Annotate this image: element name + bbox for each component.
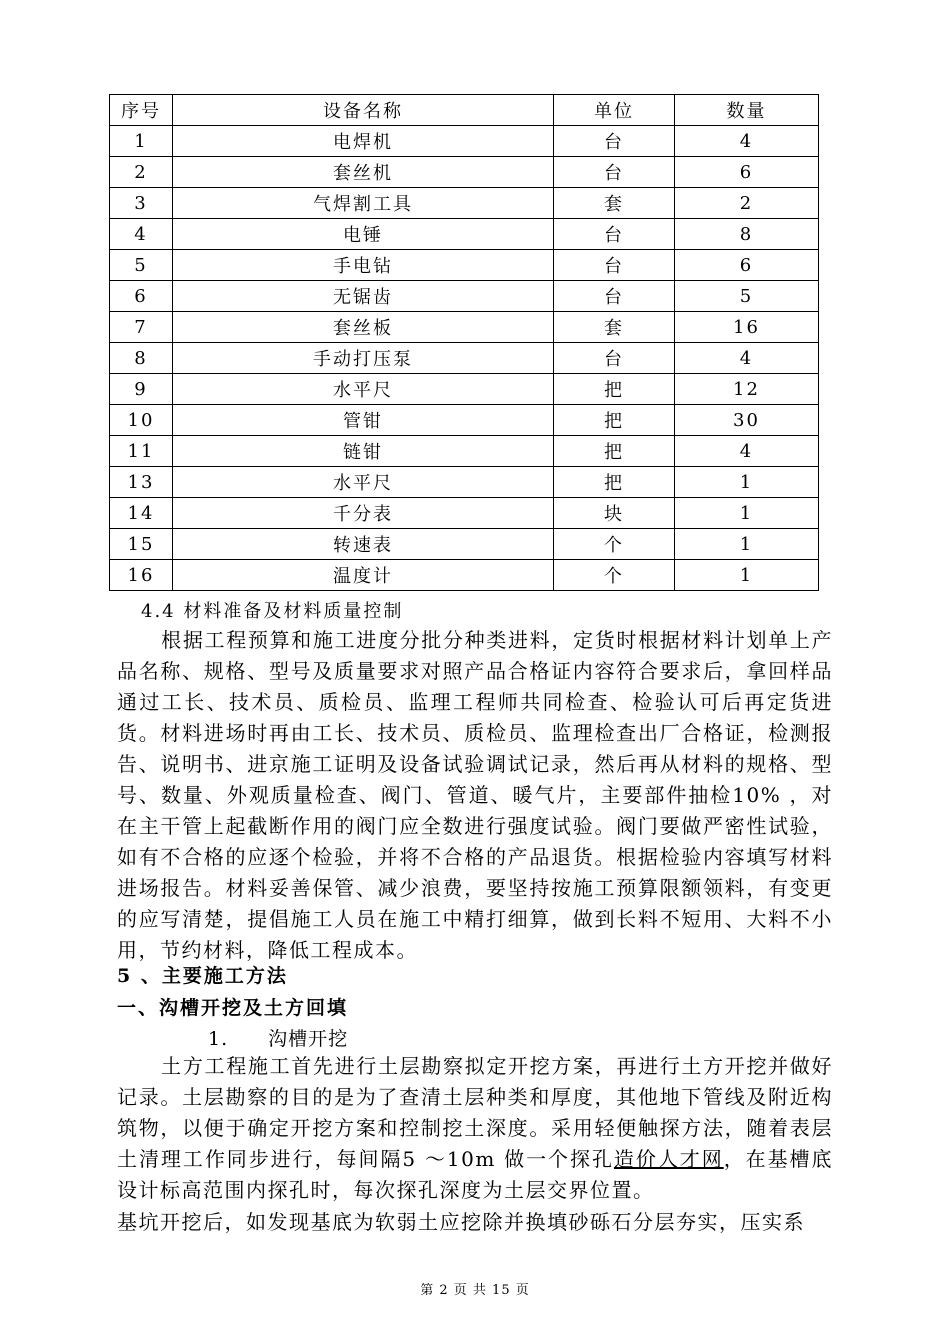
trench-paragraph-tail: ，在基槽底设计标高范围内探孔时，每次探孔深度为土层交界位置。 [117,1147,834,1202]
row-seq: 8 [110,343,173,374]
row-unit: 台 [554,157,675,188]
row-equipment-name: 手电钻 [173,250,554,281]
row-quantity: 2 [675,188,819,219]
row-unit: 把 [554,467,675,498]
row-quantity: 6 [675,157,819,188]
row-equipment-name: 无锯齿 [173,281,554,312]
row-equipment-name: 管钳 [173,405,554,436]
row-seq: 2 [110,157,173,188]
row-equipment-name: 链钳 [173,436,554,467]
row-unit: 台 [554,343,675,374]
section-5-heading: 5 、主要施工方法 [117,965,288,987]
section-one-heading: 一、沟槽开挖及土方回填 [117,997,349,1019]
trench-paragraph-text: 土方工程施工首先进行土层勘察拟定开挖方案，再进行土方开挖并做好记录。土层勘察的目的是为了查清土层种类和厚度，其他地下管线及附近构筑物，以便于确定开挖方案和控制挖土深度。采用轻便触探方法，随着表层土清理工作同步进行，每间隔5 ～10m 做一个探孔 [117,1054,833,1171]
row-seq: 15 [110,529,173,560]
table-row [110,560,819,591]
row-quantity: 4 [675,343,819,374]
row-quantity: 30 [675,405,819,436]
row-unit: 台 [554,219,675,250]
row-seq: 13 [110,467,173,498]
row-quantity: 1 [675,467,819,498]
header-seq: 序号 [110,95,173,126]
row-equipment-name: 气焊割工具 [173,188,554,219]
row-unit: 把 [554,405,675,436]
row-unit: 台 [554,281,675,312]
table-header-row [110,95,819,126]
table-row [110,405,819,436]
row-seq: 7 [110,312,173,343]
table-row [110,436,819,467]
table-row [110,126,819,157]
header-equipment-name: 设备名称 [173,95,554,126]
table-row [110,188,819,219]
page-footer: 第 2 页 共 15 页 [420,1283,530,1298]
row-unit: 把 [554,436,675,467]
row-unit: 块 [554,498,675,529]
row-equipment-name: 手动打压泵 [173,343,554,374]
row-equipment-name: 转速表 [173,529,554,560]
row-seq: 4 [110,219,173,250]
row-unit: 套 [554,188,675,219]
row-unit: 个 [554,529,675,560]
row-unit: 台 [554,250,675,281]
row-equipment-name: 千分表 [173,498,554,529]
table-row [110,467,819,498]
table-row [110,250,819,281]
row-seq: 9 [110,374,173,405]
table-row [110,281,819,312]
table-row [110,498,819,529]
row-seq: 10 [110,405,173,436]
table-row [110,343,819,374]
row-equipment-name: 水平尺 [173,467,554,498]
materials-paragraph [117,625,833,966]
table-row [110,219,819,250]
row-quantity: 16 [675,312,819,343]
row-unit: 个 [554,560,675,591]
table-row [110,312,819,343]
row-quantity: 4 [675,126,819,157]
row-quantity: 6 [675,250,819,281]
section-4-4-heading: 4.4 材料准备及材料质量控制 [141,601,404,622]
row-equipment-name: 套丝机 [173,157,554,188]
row-equipment-name: 温度计 [173,560,554,591]
row-quantity: 5 [675,281,819,312]
header-unit: 单位 [554,95,675,126]
site-link[interactable]: 造价人才网 [613,1147,724,1171]
header-quantity: 数量 [675,95,819,126]
row-unit: 套 [554,312,675,343]
trench-paragraph [117,1051,833,1206]
row-seq: 3 [110,188,173,219]
subsection-number: 1. [208,1028,229,1050]
pit-paragraph: 基坑开挖后，如发现基底为软弱土应挖除并换填砂砾石分层夯实，压实系 [117,1210,805,1234]
row-seq: 14 [110,498,173,529]
row-quantity: 1 [675,498,819,529]
equipment-table [109,94,819,591]
equipment-table-body [110,126,819,591]
row-unit: 把 [554,374,675,405]
row-unit: 台 [554,126,675,157]
row-seq: 16 [110,560,173,591]
subsection-title: 沟槽开挖 [268,1028,349,1050]
row-quantity: 1 [675,560,819,591]
row-quantity: 8 [675,219,819,250]
row-quantity: 1 [675,529,819,560]
row-quantity: 12 [675,374,819,405]
table-row [110,529,819,560]
subsection-1-heading [208,1024,348,1051]
row-equipment-name: 套丝板 [173,312,554,343]
row-equipment-name: 水平尺 [173,374,554,405]
row-seq: 5 [110,250,173,281]
materials-paragraph-text: 根据工程预算和施工进度分批分种类进料，定货时根据材料计划单上产品名称、规格、型号及质量要求对照产品合格证内容符合要求后，拿回样品通过工长、技术员、质检员、监理工程师共同检查、检验认可后再定货进货。材料进场时再由工长、技术员、质检员、监理检查出厂合格证，检测报告、说明书、进京施工证明及设备试验调试记录，然后再从材料的规格、型号、数量、外观质量检查、阀门、管道、暖气片，主要部件抽检10% ，对在主干管上起截断作用的阀门应全数进行强度试验。阀门要做严密性试验，如有不合格的应逐个检验，并将不合格的产品退货。根据检验内容填写材料进场报告。材料妥善保管、减少浪费，要坚持按施工预算限额领料，有变更的应写清楚，提倡施工人员在施工中精打细算，做到长料不短用、大料不小用，节约材料，降低工程成本。 [117,628,833,962]
table-row [110,374,819,405]
row-equipment-name: 电锤 [173,219,554,250]
row-seq: 11 [110,436,173,467]
row-seq: 1 [110,126,173,157]
row-quantity: 4 [675,436,819,467]
row-seq: 6 [110,281,173,312]
row-equipment-name: 电焊机 [173,126,554,157]
table-row [110,157,819,188]
